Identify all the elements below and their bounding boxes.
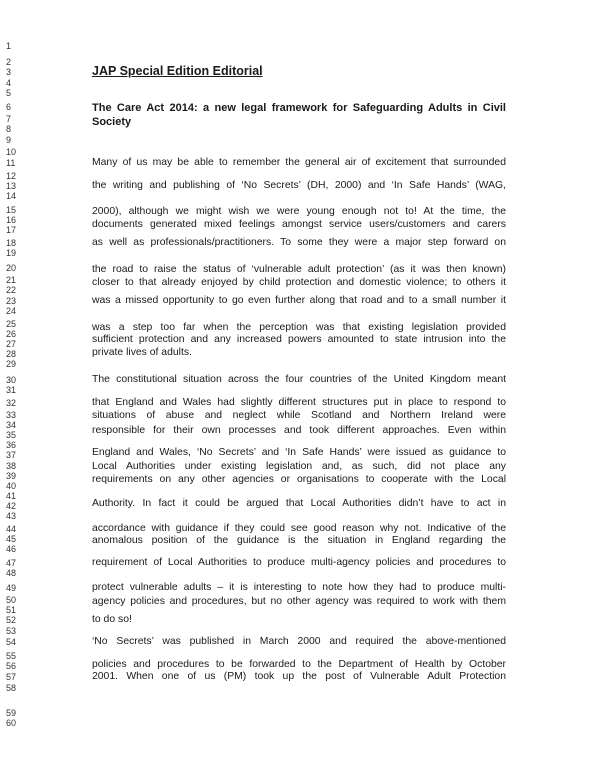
- subtitle-line: The Care Act 2014: a new legal framework for Safeguarding Adults in Civil: [92, 102, 506, 114]
- paragraph-line: was a missed opportunity to go even further along that road and to a small number it: [92, 295, 506, 306]
- line-number: 60: [6, 718, 17, 728]
- paragraph-line: ‘No Secrets’ was published in March 2000 and required the above-mentioned: [92, 636, 506, 647]
- line-number: 32: [6, 398, 17, 408]
- line-number: 57: [6, 672, 17, 682]
- line-number: 23: [6, 296, 17, 306]
- line-number: 29: [6, 359, 17, 369]
- line-number: 45: [6, 534, 17, 544]
- line-number: 25: [6, 319, 17, 329]
- line-number: 46: [6, 544, 17, 554]
- line-number: 4: [6, 78, 12, 88]
- line-number: 22: [6, 285, 17, 295]
- line-number: 14: [6, 191, 17, 201]
- line-number: 53: [6, 626, 17, 636]
- paragraph-line: that England and Wales had slightly different structures put in place to respond to: [92, 397, 506, 408]
- paragraph-line: 2001. When one of us (PM) took up the post of Vulnerable Adult Protection: [92, 671, 506, 682]
- paragraph-line: was a step too far when the perception was that existing legislation provided: [92, 322, 506, 333]
- line-number: 55: [6, 651, 17, 661]
- subtitle-line: Society: [92, 116, 132, 128]
- line-number: 18: [6, 238, 17, 248]
- paragraph-line: situations of abuse and neglect while Scotland and Northern Ireland were: [92, 410, 506, 421]
- line-number: 51: [6, 605, 17, 615]
- line-number: 40: [6, 481, 17, 491]
- line-number: 50: [6, 595, 17, 605]
- paragraph-line: England and Wales, ‘No Secrets’ and ‘In Safe Hands’ were issued as guidance to: [92, 447, 506, 458]
- line-number: 28: [6, 349, 17, 359]
- line-number: 19: [6, 248, 17, 258]
- line-number: 15: [6, 205, 17, 215]
- paragraph-line: private lives of adults.: [92, 347, 192, 358]
- line-number: 44: [6, 524, 17, 534]
- line-number: 10: [6, 147, 17, 157]
- line-number: 42: [6, 501, 17, 511]
- line-number: 47: [6, 558, 17, 568]
- line-number: 3: [6, 67, 12, 77]
- paragraph-line: Many of us may be able to remember the general air of excitement that surrounded: [92, 157, 506, 168]
- line-number: 16: [6, 215, 17, 225]
- line-number: 27: [6, 339, 17, 349]
- paragraph-line: agency policies and procedures, but no other agency was required to work with them: [92, 596, 506, 607]
- line-number: 33: [6, 410, 17, 420]
- document-title: JAP Special Edition Editorial: [92, 64, 263, 78]
- line-number: 36: [6, 440, 17, 450]
- line-number: 1: [6, 41, 12, 51]
- paragraph-line: anomalous position of the guidance is the situation in England regarding the: [92, 535, 506, 546]
- paragraph-line: sufficient protection and any increased powers amounted to state intrusion into the: [92, 334, 506, 345]
- line-number: 6: [6, 102, 12, 112]
- line-number: 17: [6, 225, 17, 235]
- line-number: 59: [6, 708, 17, 718]
- paragraph-line: documents generated mixed feelings amongst service users/customers and carers: [92, 219, 506, 230]
- paragraph-line: requirements on any other agencies or organisations to cooperate with the Local: [92, 474, 506, 485]
- line-number: 7: [6, 114, 12, 124]
- line-number: 20: [6, 263, 17, 273]
- line-number: 2: [6, 57, 12, 67]
- paragraph-line: Local Authorities under existing legislation and, as such, did not place any: [92, 461, 506, 472]
- paragraph-line: to do so!: [92, 614, 132, 625]
- line-number: 12: [6, 171, 17, 181]
- line-number: 26: [6, 329, 17, 339]
- line-number: 52: [6, 615, 17, 625]
- line-number: 58: [6, 683, 17, 693]
- line-number: 56: [6, 661, 17, 671]
- paragraph-line: as well as professionals/practitioners. To some they were a major step forward on: [92, 237, 506, 248]
- line-number: 48: [6, 568, 17, 578]
- paragraph-line: requirement of Local Authorities to produce multi-agency policies and procedures to: [92, 557, 506, 568]
- line-number: 39: [6, 471, 17, 481]
- paragraph-line: the writing and publishing of ‘No Secrets’ (DH, 2000) and ‘In Safe Hands’ (WAG,: [92, 180, 506, 191]
- line-number: 11: [6, 158, 16, 168]
- line-number: 21: [6, 275, 17, 285]
- line-number: 38: [6, 461, 17, 471]
- paragraph-line: the road to raise the status of ‘vulnerable adult protection’ (as it was then known): [92, 264, 506, 275]
- paragraph-line: policies and procedures to be forwarded to the Department of Health by October: [92, 659, 506, 670]
- line-number: 34: [6, 420, 17, 430]
- paragraph-line: The constitutional situation across the four countries of the United Kingdom meant: [92, 374, 506, 385]
- line-number: 8: [6, 124, 12, 134]
- paragraph-line: accordance with guidance if they could see good reason why not. Indicative of the: [92, 523, 506, 534]
- line-number: 24: [6, 306, 17, 316]
- line-number: 13: [6, 181, 17, 191]
- line-number: 31: [6, 385, 17, 395]
- line-number: 43: [6, 511, 17, 521]
- paragraph-line: Authority. In fact it could be argued that Local Authorities didn’t have to act in: [92, 498, 506, 509]
- line-number: 5: [6, 88, 12, 98]
- paragraph-line: protect vulnerable adults – it is interesting to note how they had to produce multi-: [92, 582, 506, 593]
- line-number: 41: [6, 491, 17, 501]
- line-number: 30: [6, 375, 17, 385]
- paragraph-line: closer to that already enjoyed by child protection and domestic violence; to others it: [92, 277, 506, 288]
- paragraph-line: 2000), although we might wish we were young enough not to! At the time, the: [92, 206, 506, 217]
- line-number: 9: [6, 135, 12, 145]
- line-number: 37: [6, 450, 17, 460]
- line-number: 35: [6, 430, 17, 440]
- line-number: 49: [6, 583, 17, 593]
- paragraph-line: responsible for their own processes and took different approaches. Even within: [92, 425, 506, 436]
- line-number: 54: [6, 637, 17, 647]
